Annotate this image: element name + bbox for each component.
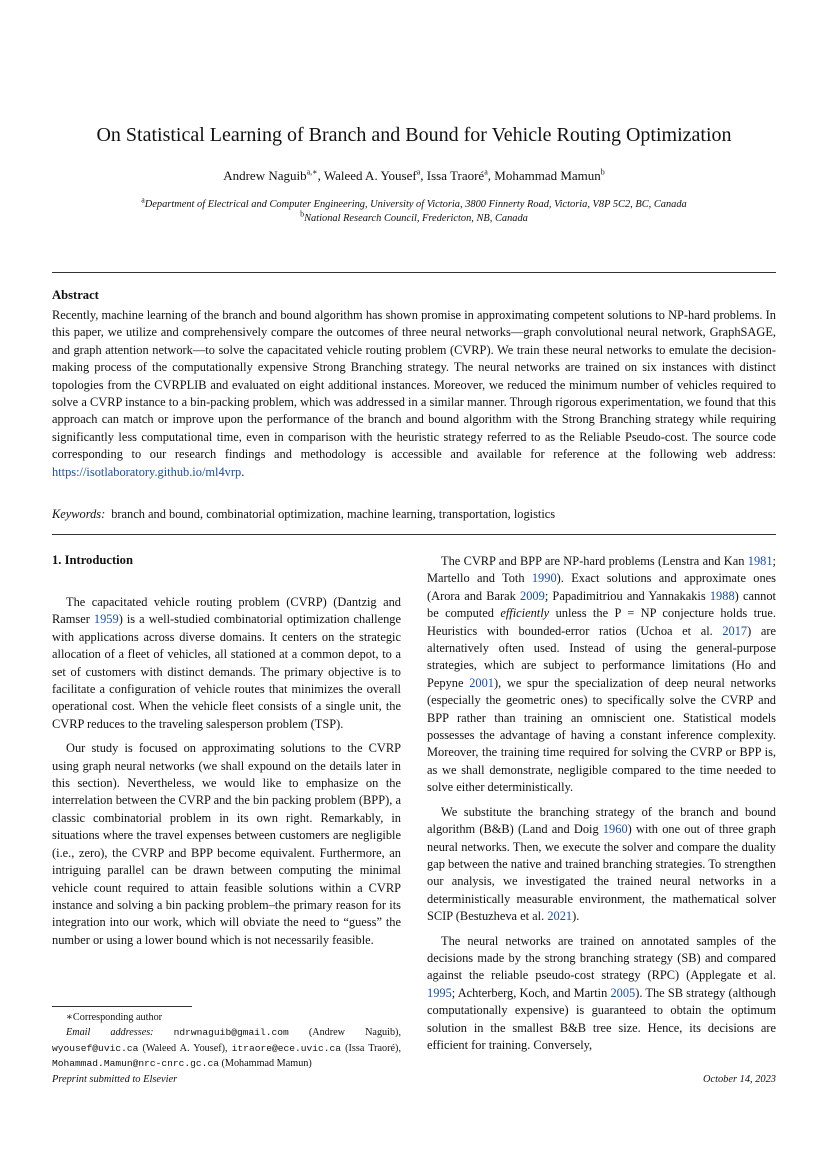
author-list: Andrew Naguib$^{a,∗}$, Waleed A. Yousef$^a$, Issa Traoré$^a$, Mohammad Mamun$^b$	[223, 167, 605, 183]
author-affiliation-mark: b	[600, 167, 605, 177]
footer-date: October 14, 2023	[702, 1074, 776, 1085]
author-name: Waleed A. Yousef	[323, 168, 417, 183]
citation-link[interactable]: 1960	[602, 822, 628, 837]
citation-link[interactable]: 2021	[547, 909, 573, 924]
citation-link[interactable]: 1995	[427, 985, 452, 1000]
keywords	[52, 506, 776, 523]
email-link[interactable]: ndrwnaguib@gmail.com	[173, 1027, 289, 1039]
footnote-rule	[52, 1006, 192, 1007]
author-affiliation-mark: a	[484, 167, 488, 177]
author-name: Mohammad Mamun	[494, 168, 601, 183]
footnote	[52, 1010, 401, 1072]
left-column	[52, 594, 401, 956]
right-column	[427, 553, 776, 1061]
footer-preprint-note: Preprint submitted to Elsevier	[52, 1074, 178, 1085]
email-addresses: Email addresses: ndrwnaguib@gmail.com (Andrew Naguib), wyousef@uvic.ca (Waleed A. Yousef), itraore@ece.uvic.ca (Issa Traoré), Mohammad.Mamun@nrc-cnrc.gc.ca (Mohammad Mamun)	[52, 1027, 401, 1070]
citation-link[interactable]: 2005	[610, 985, 636, 1000]
email-link[interactable]: wyousef@uvic.ca	[52, 1042, 139, 1054]
paragraph: The neural networks are trained on annotated samples of the decisions made by the strong branching strategy (SB) and compared against the reliable pseudo-cost strategy (RPC) (Applegate et al. 1995; Achterberg, Koch, and Martin 2005). The SB strategy (although computationally expensive) is guaranteed to obtain the optimum solution in the smallest B&B tree size. Hence, its decisions are efficient for training. Conversely,	[427, 933, 776, 1052]
paragraph: Our study is focused on approximating solutions to the CVRP using graph neural networks (we shall expound on the details later in this section). Nevertheless, we would like to emphasize on the interrelation between the CVRP and the bin packing problem (BPP), a classic combinatorial problem in its own right. Remarkably, in situations where the travel expenses between customers are negligible (i.e., zero), the CVRP and BPP become equivalent. Furthermore, an intriguing parallel can be drawn between computing the minimal vehicle count required to attain feasible solutions within a CVRP instance and solving a bin packing problem–the primary reason for its integration into our work, which will obviate the need to “guess” the number or using a lower bound which is not necessarily feasible.	[52, 741, 401, 947]
author-affiliation-mark: a	[416, 167, 421, 177]
citation-link[interactable]: 1988	[709, 588, 735, 603]
citation-link[interactable]: 1990	[531, 571, 557, 586]
keywords-text: branch and bound, combinatorial optimization, machine learning, transportation, logistics	[111, 507, 556, 521]
abstract-heading: Abstract	[52, 288, 99, 302]
author-name: Issa Traoré	[426, 168, 485, 183]
affiliation-line: $^a$Department of Electrical and Computer Engineering, University of Victoria, 3800 Finnerty Road, Victoria, V8P 5C2, BC, Canada	[141, 195, 687, 210]
abstract-bottom-rule	[52, 534, 776, 535]
citation-link[interactable]: 2001	[469, 675, 494, 690]
author-name: Andrew Naguib	[223, 168, 307, 183]
affiliation-line: $^b$National Research Council, Fredericton, NB, Canada	[300, 209, 528, 224]
citation-link[interactable]: 2017	[722, 623, 748, 638]
paragraph: The capacitated vehicle routing problem (CVRP) (Dantzig and Ramser 1959) is a well-studied combinatorial optimization challenge with applications across diverse domains. It centers on the strategic allocation of a fleet of vehicles, all stationed at a common depot, to a set of customers with distinct demands. The primary objective is to facilitate a configuration of vehicle routes that minimizes the overall operational cost. When the vehicle fleet consists of a single unit, the CVRP reduces to the traveling salesperson problem (TSP).	[52, 595, 401, 731]
abstract-text: Recently, machine learning of the branch and bound algorithm has shown promise in approximating competent solutions to NP-hard problems. In this paper, we utilize and comprehensively compare the outcomes of three neural networks—graph convolutional neural network, GraphSAGE, and graph attention network—to solve the capacitated vehicle routing problem (CVRP). We train these neural networks to emulate the decision-making process of the computationally expensive Strong Branching strategy. The neural networks are trained on six instances with distinct topologies from the CVRPLIB and evaluated on eight additional instances. Moreover, we reduced the minimum number of vehicles required to solve a CVRP instance to a bin-packing problem, which was addressed in a similar manner. Through rigorous experimentation, we found that this approach can match or improve upon the performance of the branch and bound algorithm with the Strong Branching strategy while requiring significantly less computational time, even in comparison with the heuristic strategy referred to as the Reliable Pseudo-cost. The source code corresponding to our research findings and methodology is accessible and available for reference at the following web address: https://isotlaboratory.github.io/ml4vrp.	[52, 308, 776, 479]
section-heading: 1. Introduction	[52, 553, 133, 567]
citation-link[interactable]: 1959	[93, 612, 119, 627]
keywords-label: Keywords:	[52, 507, 106, 521]
email-link[interactable]: Mohammad.Mamun@nrc-cnrc.gc.ca	[52, 1058, 219, 1070]
paragraph: The CVRP and BPP are NP-hard problems (Lenstra and Kan 1981; Martello and Toth 1990). Exact solutions and approximate ones (Arora and Barak 2009; Papadimitriou and Yannakakis 1988) cannot be computed efficiently unless the P = NP conjecture holds true. Heuristics with bounded-error ratios (Uchoa et al. 2017) are alternatively often used. Instead of using the general-purpose strategies, which are subject to performance limitations (Ho and Pepyne 2001), we spur the specialization of deep neural networks (especially the geometric ones) to specifically solve the CVRP and BPP rather than training an omniscient one. Statistical models possesses the advantage of having a constant inference complexity. Moreover, the training time required for solving the CVRP or BPP is, as we shall demonstrate, negligible compared to the time needed to solve either deterministically.	[427, 554, 776, 795]
affiliations	[0, 195, 828, 226]
citation-link[interactable]: 1981	[747, 554, 773, 568]
corresponding-author-note: ∗Corresponding author	[66, 1012, 163, 1023]
top-rule	[52, 272, 776, 273]
author-affiliation-mark: a,∗	[306, 167, 318, 177]
source-code-link[interactable]: https://isotlaboratory.github.io/ml4vrp	[52, 464, 242, 479]
paper-title: On Statistical Learning of Branch and Bound for Vehicle Routing Optimization	[96, 124, 732, 146]
email-link[interactable]: itraore@ece.uvic.ca	[231, 1042, 342, 1054]
citation-link[interactable]: 2009	[520, 588, 545, 603]
paragraph: We substitute the branching strategy of the branch and bound algorithm (B&B) (Land and Doig 1960) with one out of three graph neural networks. Then, we execute the solver and compare the duality gap between the native and trained branching strategies. To strengthen our analysis, we investigated the trained neural networks in a deterministically measurable environment, the mathematical solver SCIP (Bestuzheva et al. 2021).	[427, 804, 777, 924]
